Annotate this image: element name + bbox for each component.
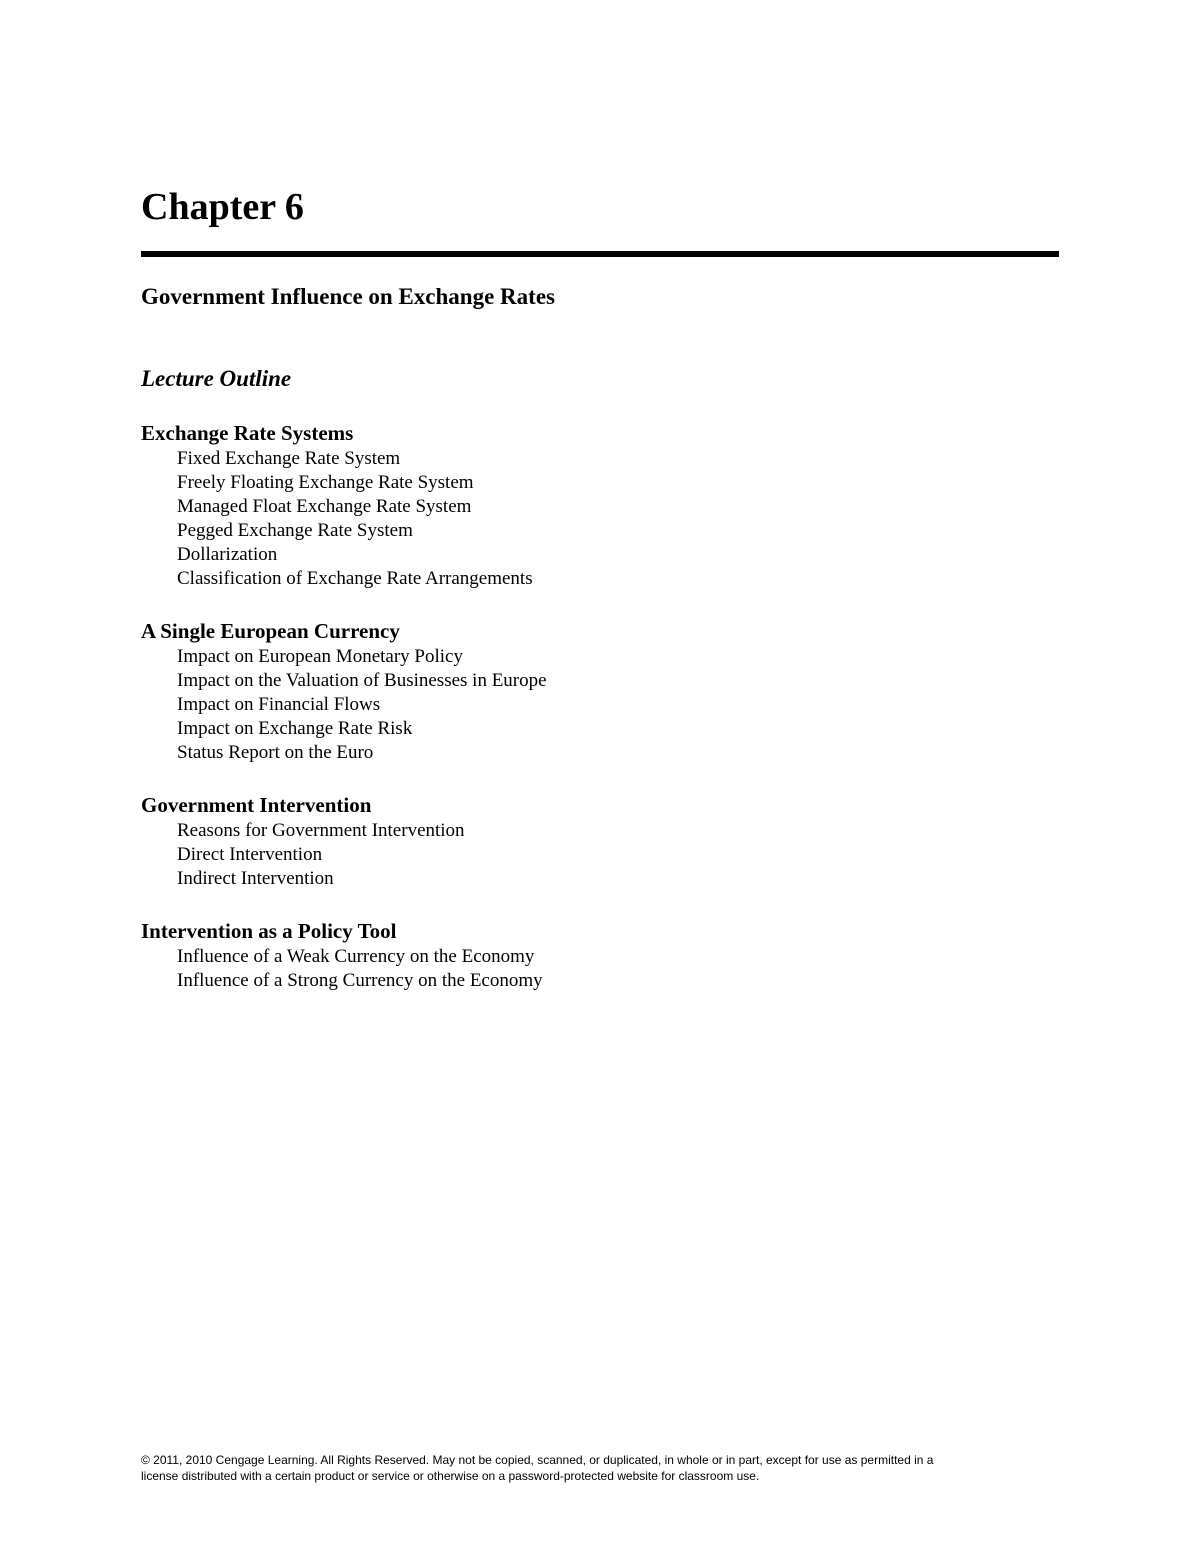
- outline-item: Reasons for Government Intervention: [177, 820, 465, 841]
- lecture-outline: [141, 419, 1041, 1019]
- section-item-list: [141, 819, 1041, 891]
- section-title: Government Intervention: [141, 793, 372, 817]
- outline-item: Impact on European Monetary Policy: [177, 646, 463, 667]
- section-item-list: [141, 645, 1041, 765]
- outline-section: [141, 917, 1041, 993]
- outline-item: Classification of Exchange Rate Arrangements: [177, 568, 533, 589]
- outline-section: [141, 419, 1041, 591]
- outline-item: Dollarization: [177, 544, 278, 565]
- copyright-line: license distributed with a certain product or service or otherwise on a password-protected website for classroom use.: [141, 1469, 760, 1483]
- outline-item: Impact on the Valuation of Businesses in Europe: [177, 670, 547, 691]
- copyright-line: © 2011, 2010 Cengage Learning. All Rights Reserved. May not be copied, scanned, or duplicated, in whole or in part, except for use as permitted in a: [141, 1453, 934, 1467]
- section-title: A Single European Currency: [141, 619, 400, 643]
- outline-item: Influence of a Strong Currency on the Economy: [177, 970, 543, 991]
- outline-item: Managed Float Exchange Rate System: [177, 496, 472, 517]
- outline-item: Direct Intervention: [177, 844, 323, 865]
- outline-section: [141, 617, 1041, 765]
- chapter-subtitle: Government Influence on Exchange Rates: [141, 284, 555, 309]
- outline-item: Pegged Exchange Rate System: [177, 520, 413, 541]
- section-title: Intervention as a Policy Tool: [141, 919, 397, 943]
- section-title: Exchange Rate Systems: [141, 421, 354, 445]
- outline-item: Fixed Exchange Rate System: [177, 448, 401, 469]
- chapter-title: Chapter 6: [141, 186, 304, 228]
- outline-item: Status Report on the Euro: [177, 742, 374, 763]
- outline-item: Indirect Intervention: [177, 868, 334, 889]
- section-item-list: [141, 945, 1041, 993]
- outline-section: [141, 791, 1041, 891]
- title-divider: [141, 251, 1059, 257]
- outline-item: Impact on Exchange Rate Risk: [177, 718, 413, 739]
- section-item-list: [141, 447, 1041, 591]
- outline-item: Impact on Financial Flows: [177, 694, 381, 715]
- outline-item: Freely Floating Exchange Rate System: [177, 472, 474, 493]
- copyright-footer: [141, 1452, 1051, 1484]
- lecture-outline-heading: Lecture Outline: [141, 366, 292, 391]
- outline-item: Influence of a Weak Currency on the Economy: [177, 946, 535, 967]
